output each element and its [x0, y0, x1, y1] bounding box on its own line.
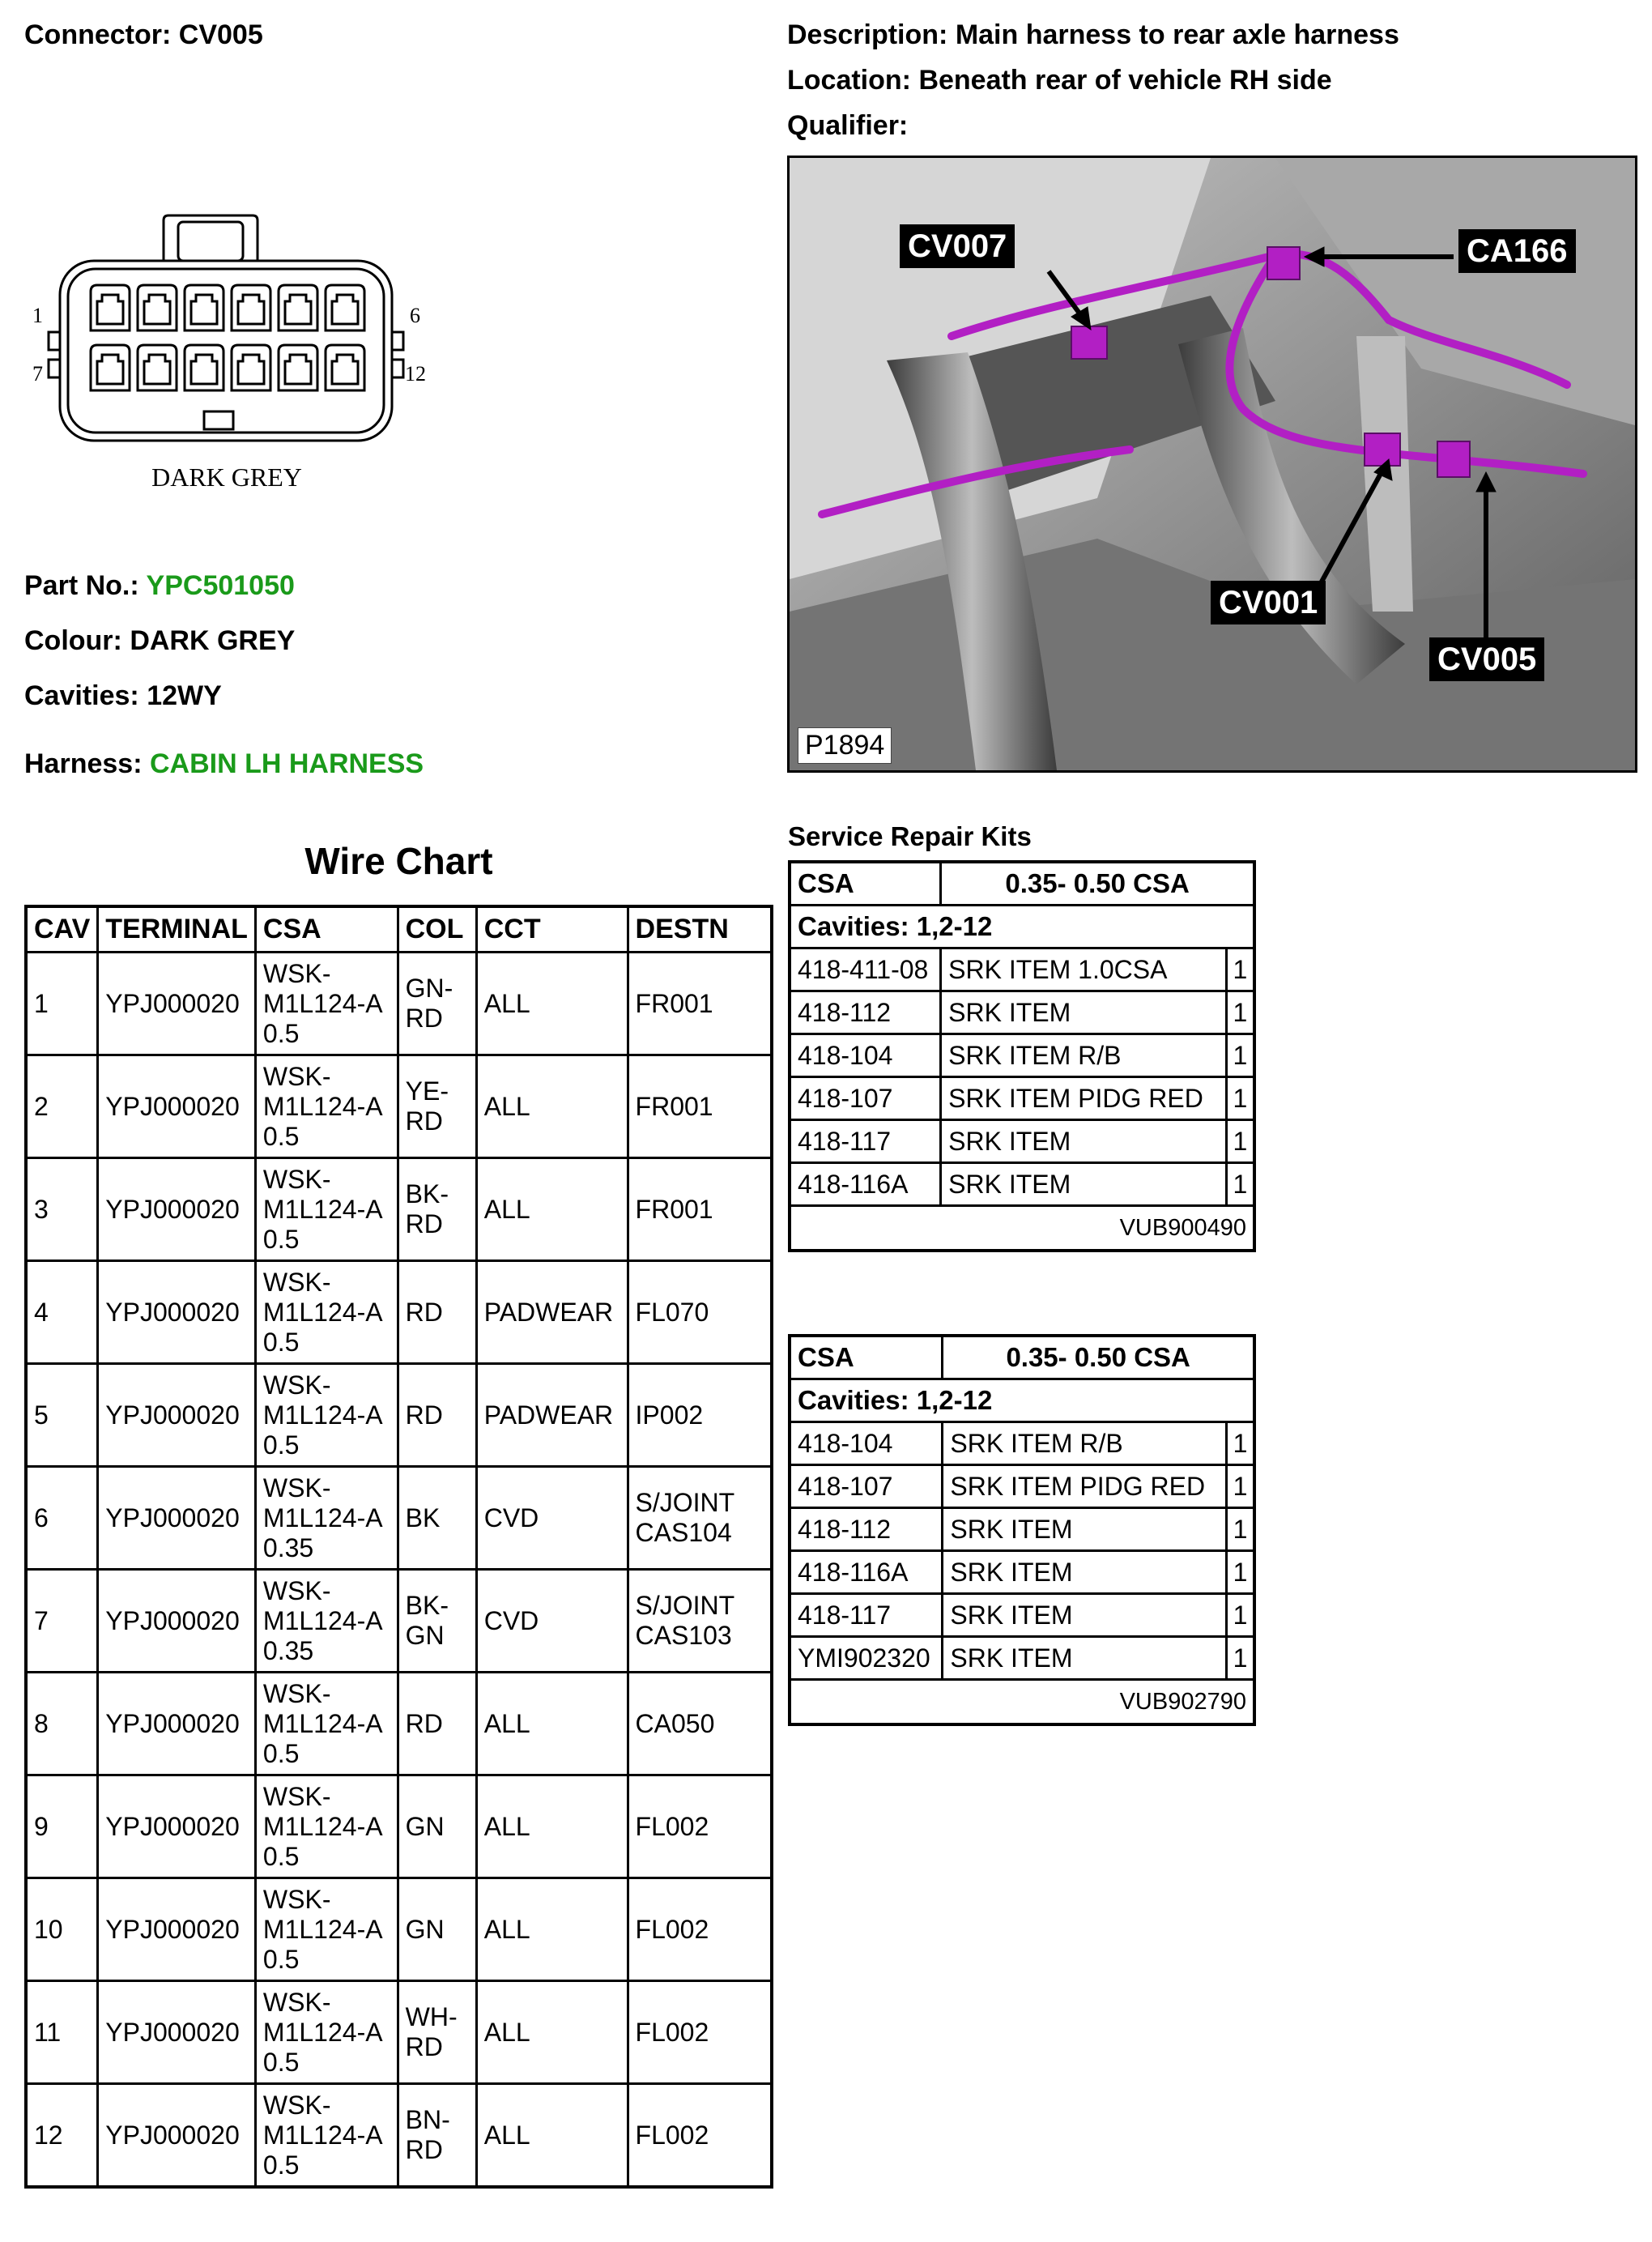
col-line-2: RD — [405, 2135, 443, 2164]
csa-line-3: 0.5 — [262, 1327, 300, 1357]
cell-destn — [628, 1673, 772, 1775]
cell-destn — [628, 1158, 772, 1261]
kit-item-code: 418-411-08 — [790, 948, 941, 991]
col-line-1: RD — [405, 1400, 443, 1430]
wire-row — [26, 1055, 772, 1158]
cell-cct: ALL — [476, 953, 628, 1055]
kit-item-desc: SRK ITEM PIDG RED — [941, 1077, 1227, 1120]
wire-row — [26, 1467, 772, 1570]
col-header-terminal: TERMINAL — [98, 906, 256, 953]
cell-csa — [255, 1467, 398, 1570]
location-label: Location: — [787, 65, 911, 96]
csa-line-1: WSK- — [262, 1473, 331, 1502]
wire-row — [26, 1981, 772, 2084]
cell-destn — [628, 1570, 772, 1673]
csa-line-1: WSK- — [262, 1575, 331, 1605]
kit-item-desc: SRK ITEM — [941, 1120, 1227, 1163]
kit-item-desc: SRK ITEM 1.0CSA — [941, 948, 1227, 991]
cell-col — [398, 2084, 476, 2188]
wire-row — [26, 2084, 772, 2188]
csa-line-3: 0.35 — [262, 1635, 314, 1665]
kit-item-desc: SRK ITEM — [943, 1637, 1227, 1680]
csa-line-3: 0.5 — [262, 1841, 300, 1871]
cell-terminal: YPJ000020 — [98, 1364, 256, 1467]
destn-line-1: S/JOINT — [635, 1488, 735, 1517]
col-line-1: BK- — [405, 1591, 449, 1620]
csa-line-2: M1L124-A — [262, 1605, 383, 1635]
cell-terminal: YPJ000020 — [98, 1158, 256, 1261]
kit-item-row — [790, 1422, 1254, 1465]
description-line — [787, 19, 1399, 51]
connector-heading — [24, 19, 263, 51]
kit-csa-value: 0.35- 0.50 CSA — [943, 1336, 1254, 1379]
wire-row — [26, 1673, 772, 1775]
cell-col — [398, 1055, 476, 1158]
kit-item-qty: 1 — [1226, 1422, 1254, 1465]
harness-link[interactable]: CABIN LH HARNESS — [149, 748, 424, 779]
cell-cct: CVD — [476, 1570, 628, 1673]
cell-col — [398, 1261, 476, 1364]
kit-item-qty: 1 — [1226, 948, 1254, 991]
callout-cv005: CV005 — [1429, 637, 1544, 681]
kit-item-row — [790, 1637, 1254, 1680]
cell-cct: ALL — [476, 1158, 628, 1261]
kit-item-code: 418-104 — [790, 1422, 943, 1465]
csa-line-1: WSK- — [262, 1781, 331, 1811]
col-line-1: GN — [405, 1914, 445, 1944]
connector-cavity — [279, 285, 317, 330]
destn-line-1: S/JOINT — [635, 1591, 735, 1620]
cell-terminal: YPJ000020 — [98, 1570, 256, 1673]
csa-line-3: 0.5 — [262, 2047, 300, 2077]
cell-col — [398, 1878, 476, 1981]
cell-cav: 7 — [26, 1570, 98, 1673]
connector-cavity — [138, 345, 177, 390]
cell-col — [398, 1364, 476, 1467]
harness-line — [24, 748, 424, 780]
kit-item-qty: 1 — [1226, 1120, 1254, 1163]
kit-cavities: Cavities: 1,2-12 — [790, 1379, 1254, 1422]
connector-cavity — [91, 285, 130, 330]
repair-kits-title: Service Repair Kits — [788, 821, 1032, 851]
cell-cct: ALL — [476, 1981, 628, 2084]
kit-item-qty: 1 — [1226, 1163, 1254, 1206]
kit-number: VUB900490 — [790, 1206, 1254, 1251]
col-line-1: BN- — [405, 2105, 450, 2134]
destn-line-1: FR001 — [635, 1091, 713, 1121]
cell-csa — [255, 1055, 398, 1158]
cell-cct: ALL — [476, 1775, 628, 1878]
destn-line-1: IP002 — [635, 1400, 704, 1430]
kit-item-qty: 1 — [1226, 991, 1254, 1034]
connector-cavity — [185, 285, 224, 330]
connector-cavity — [326, 285, 364, 330]
kit-cavities-row — [790, 906, 1254, 948]
csa-line-3: 0.5 — [262, 1738, 300, 1768]
kit-item-row — [790, 1163, 1254, 1206]
kit-item-desc: SRK ITEM — [943, 1508, 1227, 1551]
csa-line-2: M1L124-A — [262, 1914, 383, 1944]
cell-csa — [255, 1878, 398, 1981]
wire-row — [26, 1878, 772, 1981]
kit-item-row — [790, 1508, 1254, 1551]
csa-line-1: WSK- — [262, 958, 331, 988]
kit-item-code: 418-112 — [790, 1508, 943, 1551]
cell-terminal: YPJ000020 — [98, 2084, 256, 2188]
kit-header-row — [790, 862, 1254, 906]
wire-chart-header — [26, 906, 772, 953]
cell-cav: 8 — [26, 1673, 98, 1775]
cell-cav: 6 — [26, 1467, 98, 1570]
col-line-1: BK — [405, 1502, 441, 1532]
connector-cavity — [279, 345, 317, 390]
part-number-line — [24, 570, 295, 602]
connector-cavity — [91, 345, 130, 390]
cell-csa — [255, 1261, 398, 1364]
kit-item-qty: 1 — [1226, 1465, 1254, 1508]
col-line-1: RD — [405, 1708, 443, 1738]
col-header-destn: DESTN — [628, 906, 772, 953]
col-line-2: RD — [405, 1004, 443, 1033]
callout-ca166: CA166 — [1458, 229, 1576, 273]
kit-item-qty: 1 — [1226, 1594, 1254, 1637]
connector-face-diagram — [24, 211, 445, 502]
kit-item-qty: 1 — [1226, 1077, 1254, 1120]
destn-line-2: CAS104 — [635, 1518, 732, 1547]
kit-item-row — [790, 1120, 1254, 1163]
connector-cavity — [232, 285, 270, 330]
csa-line-3: 0.5 — [262, 1944, 300, 1974]
photo-reference: P1894 — [798, 727, 892, 764]
pin-label-7: 7 — [32, 362, 43, 386]
col-header-cav: CAV — [26, 906, 98, 953]
colour-value: DARK GREY — [130, 625, 296, 656]
kit-cavities-row — [790, 1379, 1254, 1422]
cell-col — [398, 1981, 476, 2084]
kit-item-desc: SRK ITEM R/B — [943, 1422, 1227, 1465]
col-line-2: GN — [405, 1621, 445, 1650]
kit-cavities: Cavities: 1,2-12 — [790, 906, 1254, 948]
location-value: Beneath rear of vehicle RH side — [918, 65, 1332, 96]
destn-line-1: FL070 — [635, 1297, 709, 1327]
kit-item-desc: SRK ITEM — [943, 1551, 1227, 1594]
csa-line-3: 0.5 — [262, 1018, 300, 1048]
kit-footer-row — [790, 1680, 1254, 1725]
csa-line-1: WSK- — [262, 1678, 331, 1708]
kit-item-desc: SRK ITEM PIDG RED — [943, 1465, 1227, 1508]
cell-col — [398, 1467, 476, 1570]
cell-cct: ALL — [476, 1878, 628, 1981]
description-label: Description: — [787, 19, 948, 50]
cell-col — [398, 953, 476, 1055]
wire-row — [26, 1364, 772, 1467]
col-line-1: WH- — [405, 2002, 458, 2031]
kit-item-code: 418-116A — [790, 1163, 941, 1206]
kit-item-code: 418-117 — [790, 1594, 943, 1637]
pin-label-1: 1 — [32, 304, 43, 327]
callout-cv007: CV007 — [900, 224, 1015, 268]
csa-line-3: 0.35 — [262, 1532, 314, 1562]
destn-line-1: FR001 — [635, 988, 713, 1018]
cell-cav: 1 — [26, 953, 98, 1055]
destn-line-1: CA050 — [635, 1708, 715, 1738]
destn-line-1: FL002 — [635, 1811, 709, 1841]
kit-csa-label: CSA — [790, 862, 941, 906]
colour-line — [24, 625, 295, 657]
csa-line-2: M1L124-A — [262, 2017, 383, 2047]
pin-label-6: 6 — [410, 304, 420, 327]
wire-row — [26, 1158, 772, 1261]
col-line-1: GN — [405, 1811, 445, 1841]
cell-destn — [628, 1878, 772, 1981]
cell-terminal: YPJ000020 — [98, 1055, 256, 1158]
repair-kit-table-1 — [788, 860, 1256, 1252]
cell-destn — [628, 2084, 772, 2188]
kit-item-row — [790, 991, 1254, 1034]
connector-cavity — [185, 345, 224, 390]
kit-item-row — [790, 1594, 1254, 1637]
kit-item-qty: 1 — [1226, 1637, 1254, 1680]
cell-csa — [255, 1158, 398, 1261]
cell-cct: PADWEAR — [476, 1364, 628, 1467]
colour-label: Colour: — [24, 625, 122, 656]
wire-chart-title: Wire Chart — [304, 840, 493, 882]
pin-label-12: 12 — [405, 362, 426, 386]
cell-cav: 10 — [26, 1878, 98, 1981]
col-header-col: COL — [398, 906, 476, 953]
destn-line-1: FL002 — [635, 2017, 709, 2047]
csa-line-2: M1L124-A — [262, 1708, 383, 1738]
csa-line-3: 0.5 — [262, 1121, 300, 1151]
destn-line-1: FR001 — [635, 1194, 713, 1224]
connector-cavity — [232, 345, 270, 390]
csa-line-2: M1L124-A — [262, 1400, 383, 1430]
kit-item-code: YMI902320 — [790, 1637, 943, 1680]
kit-number: VUB902790 — [790, 1680, 1254, 1725]
cavity-grid — [91, 285, 364, 390]
csa-line-1: WSK- — [262, 1267, 331, 1297]
cell-csa — [255, 1673, 398, 1775]
kit-item-row — [790, 1034, 1254, 1077]
kit-item-row — [790, 948, 1254, 991]
cell-destn — [628, 1364, 772, 1467]
kit-csa-label: CSA — [790, 1336, 943, 1379]
cell-csa — [255, 1364, 398, 1467]
connector-cavity — [138, 285, 177, 330]
destn-line-2: CAS103 — [635, 1621, 732, 1650]
wire-row — [26, 1570, 772, 1673]
kit-item-desc: SRK ITEM — [943, 1594, 1227, 1637]
col-line-1: GN- — [405, 974, 453, 1003]
cavities-value: 12WY — [147, 680, 222, 711]
csa-line-2: M1L124-A — [262, 1811, 383, 1841]
csa-line-1: WSK- — [262, 1987, 331, 2017]
callout-cv001: CV001 — [1211, 581, 1326, 624]
cell-destn — [628, 953, 772, 1055]
destn-line-1: FL002 — [635, 2120, 709, 2150]
csa-line-1: WSK- — [262, 1884, 331, 1914]
cell-terminal: YPJ000020 — [98, 1261, 256, 1364]
cell-cct: PADWEAR — [476, 1261, 628, 1364]
col-header-cct: CCT — [476, 906, 628, 953]
cell-col — [398, 1673, 476, 1775]
csa-line-2: M1L124-A — [262, 1194, 383, 1224]
csa-line-1: WSK- — [262, 1164, 331, 1194]
connector-value: CV005 — [178, 19, 263, 50]
col-header-csa: CSA — [255, 906, 398, 953]
wire-row — [26, 1775, 772, 1878]
cell-cav: 5 — [26, 1364, 98, 1467]
cell-destn — [628, 1055, 772, 1158]
cell-col — [398, 1775, 476, 1878]
col-line-1: YE- — [405, 1076, 449, 1106]
cell-cct: ALL — [476, 1673, 628, 1775]
cell-cct: CVD — [476, 1467, 628, 1570]
part-number-link[interactable]: YPC501050 — [146, 570, 295, 601]
description-value: Main harness to rear axle harness — [955, 19, 1399, 50]
kit-item-code: 418-107 — [790, 1465, 943, 1508]
cell-cct: ALL — [476, 1055, 628, 1158]
kit-item-desc: SRK ITEM — [941, 1163, 1227, 1206]
cell-terminal: YPJ000020 — [98, 953, 256, 1055]
cell-cav: 12 — [26, 2084, 98, 2188]
qualifier-label: Qualifier: — [787, 110, 909, 141]
kit-item-code: 418-116A — [790, 1551, 943, 1594]
kit-footer-row — [790, 1206, 1254, 1251]
location-photo — [787, 156, 1637, 773]
kit-item-desc: SRK ITEM — [941, 991, 1227, 1034]
cell-terminal: YPJ000020 — [98, 1467, 256, 1570]
location-line — [787, 65, 1332, 96]
csa-line-2: M1L124-A — [262, 1297, 383, 1327]
kit-item-desc: SRK ITEM R/B — [941, 1034, 1227, 1077]
cell-terminal: YPJ000020 — [98, 1673, 256, 1775]
col-line-1: RD — [405, 1297, 443, 1327]
col-line-2: RD — [405, 1209, 443, 1238]
csa-line-2: M1L124-A — [262, 1502, 383, 1532]
kit-item-qty: 1 — [1226, 1508, 1254, 1551]
col-line-2: RD — [405, 1106, 443, 1136]
cell-csa — [255, 953, 398, 1055]
kit-csa-value: 0.35- 0.50 CSA — [941, 862, 1254, 906]
kit-item-code: 418-107 — [790, 1077, 941, 1120]
connector-cavity — [326, 345, 364, 390]
wire-row — [26, 953, 772, 1055]
cell-destn — [628, 1775, 772, 1878]
csa-line-1: WSK- — [262, 1370, 331, 1400]
kit-header-row — [790, 1336, 1254, 1379]
cavities-label: Cavities: — [24, 680, 139, 711]
kit-item-code: 418-104 — [790, 1034, 941, 1077]
repair-kit-table-2 — [788, 1334, 1256, 1726]
csa-line-3: 0.5 — [262, 2150, 300, 2180]
connector-label: Connector: — [24, 19, 172, 50]
cell-csa — [255, 1981, 398, 2084]
cell-cav: 11 — [26, 1981, 98, 2084]
part-number-label: Part No.: — [24, 570, 139, 601]
cell-terminal: YPJ000020 — [98, 1981, 256, 2084]
cell-destn — [628, 1467, 772, 1570]
csa-line-1: WSK- — [262, 2090, 331, 2120]
cell-csa — [255, 1775, 398, 1878]
destn-line-1: FL002 — [635, 1914, 709, 1944]
cell-cav: 4 — [26, 1261, 98, 1364]
csa-line-1: WSK- — [262, 1061, 331, 1091]
csa-line-2: M1L124-A — [262, 2120, 383, 2150]
kit-item-code: 418-117 — [790, 1120, 941, 1163]
kit-item-row — [790, 1551, 1254, 1594]
cell-csa — [255, 2084, 398, 2188]
kit-item-row — [790, 1465, 1254, 1508]
wire-row — [26, 1261, 772, 1364]
cell-destn — [628, 1261, 772, 1364]
csa-line-3: 0.5 — [262, 1224, 300, 1254]
csa-line-3: 0.5 — [262, 1430, 300, 1460]
col-line-1: BK- — [405, 1179, 449, 1208]
col-line-2: RD — [405, 2032, 443, 2061]
cell-destn — [628, 1981, 772, 2084]
cell-col — [398, 1158, 476, 1261]
kit-item-row — [790, 1077, 1254, 1120]
kit-item-code: 418-112 — [790, 991, 941, 1034]
cell-col — [398, 1570, 476, 1673]
harness-label: Harness: — [24, 748, 143, 779]
kit-item-qty: 1 — [1226, 1551, 1254, 1594]
wire-chart-table — [24, 905, 773, 2189]
cell-csa — [255, 1570, 398, 1673]
kit-item-qty: 1 — [1226, 1034, 1254, 1077]
cell-cav: 3 — [26, 1158, 98, 1261]
cell-cav: 9 — [26, 1775, 98, 1878]
cell-cct: ALL — [476, 2084, 628, 2188]
cell-cav: 2 — [26, 1055, 98, 1158]
cavities-line — [24, 680, 222, 712]
cell-terminal: YPJ000020 — [98, 1878, 256, 1981]
cell-terminal: YPJ000020 — [98, 1775, 256, 1878]
connector-colour-caption: DARK GREY — [151, 462, 302, 492]
csa-line-2: M1L124-A — [262, 1091, 383, 1121]
csa-line-2: M1L124-A — [262, 988, 383, 1018]
connector-face-drawing — [24, 211, 445, 502]
